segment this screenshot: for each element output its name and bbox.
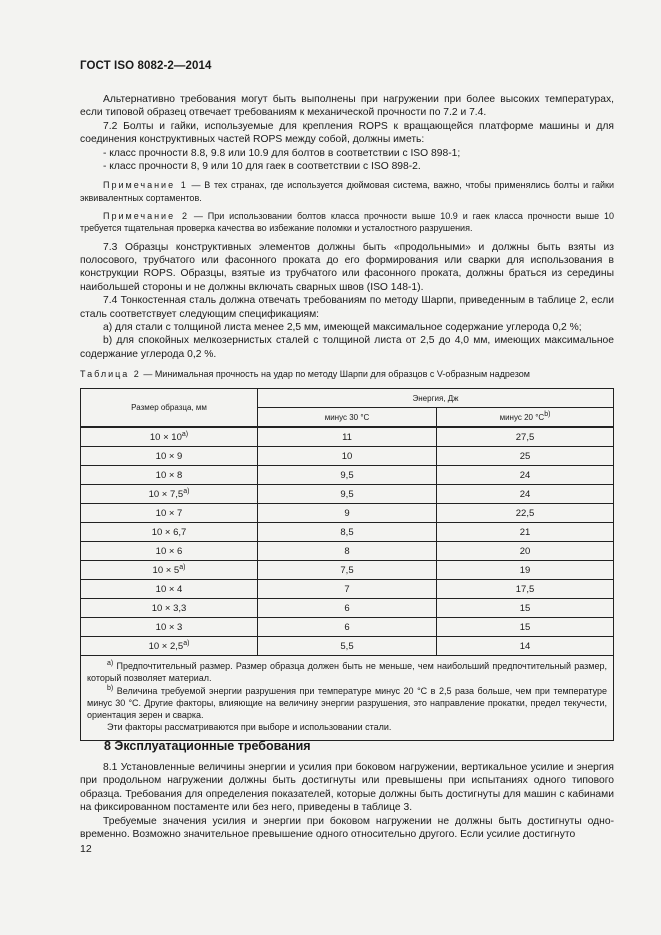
- table-row: [81, 504, 614, 523]
- cell-energy-minus20: 15: [437, 618, 614, 637]
- paragraph: Требуемые значения усилия и энергии при боковом нагружении не должны быть достигнуты одновременно. Возможно значительное превышение одного относительно другого. Если усилие достигнуто: [80, 815, 614, 841]
- cell-size: 10 × 8: [81, 466, 258, 485]
- table-row: [81, 561, 614, 580]
- footnote-mark: a): [183, 639, 190, 647]
- table-row: [81, 427, 614, 447]
- cell-size: 10 × 4: [81, 580, 258, 599]
- cell-energy-minus20: 17,5: [437, 580, 614, 599]
- cell-size: $10 \times 2,5^{a)}$: [81, 637, 258, 656]
- cell-energy-minus30: 9: [258, 504, 437, 523]
- cell-energy-minus20: 22,5: [437, 504, 614, 523]
- table-caption-text: — Минимальная прочность на удар по методу Шарпи для образцов с V-образным надрезом: [143, 369, 530, 379]
- footnote-mark: a): [107, 660, 114, 667]
- cell-energy-minus30: 9,5: [258, 466, 437, 485]
- cell-size: $10 \times 10^{a)}$: [81, 427, 258, 447]
- clause-7-text: [80, 93, 614, 361]
- table-row: [81, 637, 614, 656]
- cell-size: 10 × 3,3: [81, 599, 258, 618]
- column-header-minus20: [437, 408, 614, 428]
- cell-size: 10 × 3: [81, 618, 258, 637]
- list-item: - класс прочности 8, 9 или 10 для гаек в соответствии с ISO 898-2.: [103, 161, 421, 173]
- cell-energy-minus20: 15: [437, 599, 614, 618]
- note-label: Примечание 2: [103, 211, 189, 222]
- table-caption: [80, 368, 614, 380]
- footnote-mark: a): [183, 487, 190, 495]
- cell-energy-minus30: 8: [258, 542, 437, 561]
- cell-size: $10 \times 5^{a)}$: [81, 561, 258, 580]
- cell-energy-minus30: 8,5: [258, 523, 437, 542]
- table-row: [81, 485, 614, 504]
- cell-size: 10 × 9: [81, 447, 258, 466]
- footnote-c: Эти факторы рассматриваются при выборе и использовании стали.: [107, 722, 392, 733]
- cell-energy-minus20: 20: [437, 542, 614, 561]
- cell-energy-minus30: 7,5: [258, 561, 437, 580]
- note-text: — В тех странах, где используется дюймовая система, важно, чтобы применялись болты и гайки эквивалентных сортаментов.: [80, 180, 614, 203]
- column-header-minus20-text: минус 20 °С: [499, 412, 545, 422]
- footnote-b: [87, 685, 607, 722]
- document-header: ГОСТ ISO 8082-2—2014: [80, 60, 212, 72]
- cell-size: 10 × 6: [81, 542, 258, 561]
- cell-energy-minus30: 11: [258, 427, 437, 447]
- paragraph: 7.4 Тонкостенная сталь должна отвечать требованиям по методу Шарпи, приведенным в таблице 2, если сталь соответствует следующим спецификациям:: [80, 295, 614, 320]
- cell-energy-minus30: 9,5: [258, 485, 437, 504]
- table-row: [81, 523, 614, 542]
- list-item: b) для спокойных мелкозернистых сталей с толщиной листа от 2,5 до 4,0 мм, имеющих максимальное содержание углерода 0,2 %.: [80, 335, 614, 360]
- note-label: Примечание 1: [103, 180, 188, 191]
- column-header-energy: Энергия, Дж: [258, 389, 614, 408]
- cell-energy-minus20: 21: [437, 523, 614, 542]
- cell-energy-minus30: 5,5: [258, 637, 437, 656]
- table-label: Таблица 2: [80, 369, 141, 379]
- note-2: [80, 210, 614, 235]
- cell-energy-minus20: 24: [437, 466, 614, 485]
- paragraph: Альтернативно требования могут быть выполнены при нагружении при более высоких температурах, если типовой образец отвечает требованиям к механической прочности по 7.2 и 7.4.: [80, 94, 614, 119]
- column-header-minus30: минус 30 °С: [258, 408, 437, 428]
- table-row: [81, 542, 614, 561]
- cell-size: 10 × 7: [81, 504, 258, 523]
- cell-energy-minus20: 25: [437, 447, 614, 466]
- note-1: [80, 179, 614, 204]
- footnote-text: Величина требуемой энергии разрушения при температуре минус 20 °С в 2,5 раза больше, чем при температуре минус 30 °С. Другие факторы, влияющие на величину энергии разрушения, это направление прокатки, предел текучести, ориентация зерен и сварка.: [87, 685, 607, 721]
- paragraph: 7.2 Болты и гайки, используемые для крепления ROPS к вращающейся платформе машины и для соединения конструктивных частей ROPS между собой, должны иметь:: [80, 120, 614, 146]
- cell-energy-minus30: 10: [258, 447, 437, 466]
- table-footnotes: [81, 656, 614, 741]
- cell-energy-minus30: 6: [258, 599, 437, 618]
- footnote-mark: a): [181, 430, 189, 438]
- table-row: [81, 466, 614, 485]
- section-heading: 8 Эксплуатационные требования: [104, 739, 311, 753]
- cell-energy-minus20: 14: [437, 637, 614, 656]
- cell-energy-minus20: 19: [437, 561, 614, 580]
- page-number: 12: [80, 843, 92, 855]
- list-item: а) для стали с толщиной листа менее 2,5 мм, имеющей максимальное содержание углерода 0,2 %;: [103, 322, 582, 334]
- cell-size: $10 \times 7,5^{a)}$: [81, 485, 258, 504]
- note-text: — При использовании болтов класса прочности выше 10.9 и гаек класса прочности выше 10 требуется тщательная проверка качества во избежание поломки и усталостного разрушения.: [80, 211, 614, 234]
- table-row: [81, 618, 614, 637]
- cell-energy-minus20: 27,5: [437, 427, 614, 447]
- footnote-mark: a): [179, 563, 186, 571]
- cell-size: 10 × 6,7: [81, 523, 258, 542]
- table-row: [81, 580, 614, 599]
- table-row: [81, 447, 614, 466]
- list-item: - класс прочности 8.8, 9.8 или 10.9 для болтов в соответствии с ISO 898-1;: [103, 147, 461, 159]
- paragraph: 7.3 Образцы конструктивных элементов должны быть «продольными» и должны быть взяты из полосового, трубчатого или фасонного проката до его формирования или сварки для использования в конструкции ROPS. Образцы, взятые из трубчатого или фасонного проката, должны браться из середины наибольшей стороны и не должны включать сварных швов (ISO 148-1).: [80, 241, 614, 293]
- table-row: [81, 599, 614, 618]
- footnote-text: Предпочтительный размер. Размер образца должен быть не меньше, чем наибольший предпочтительный размер, который позволяет материал.: [87, 661, 607, 684]
- section-8-text: [80, 761, 614, 841]
- column-header-size: Размер образца, мм: [81, 389, 258, 428]
- paragraph: 8.1 Установленные величины энергии и усилия при боковом нагружении, вертикальное усилие и энергия при продольном нагружении должны быть достигнуты или превышены при испытаниях одного типового образца. Требования для определения показателей, которые должны быть достигнуты для машин с кабинами на фиксированном постаменте или без него, приведены в таблице 3.: [80, 762, 614, 814]
- cell-energy-minus20: 24: [437, 485, 614, 504]
- table-body: [81, 427, 614, 656]
- charpy-table: [80, 388, 614, 741]
- footnote-mark: b): [107, 684, 114, 692]
- footnote-mark: b): [544, 410, 551, 418]
- cell-energy-minus30: 7: [258, 580, 437, 599]
- footnote-a: [87, 660, 607, 685]
- cell-energy-minus30: 6: [258, 618, 437, 637]
